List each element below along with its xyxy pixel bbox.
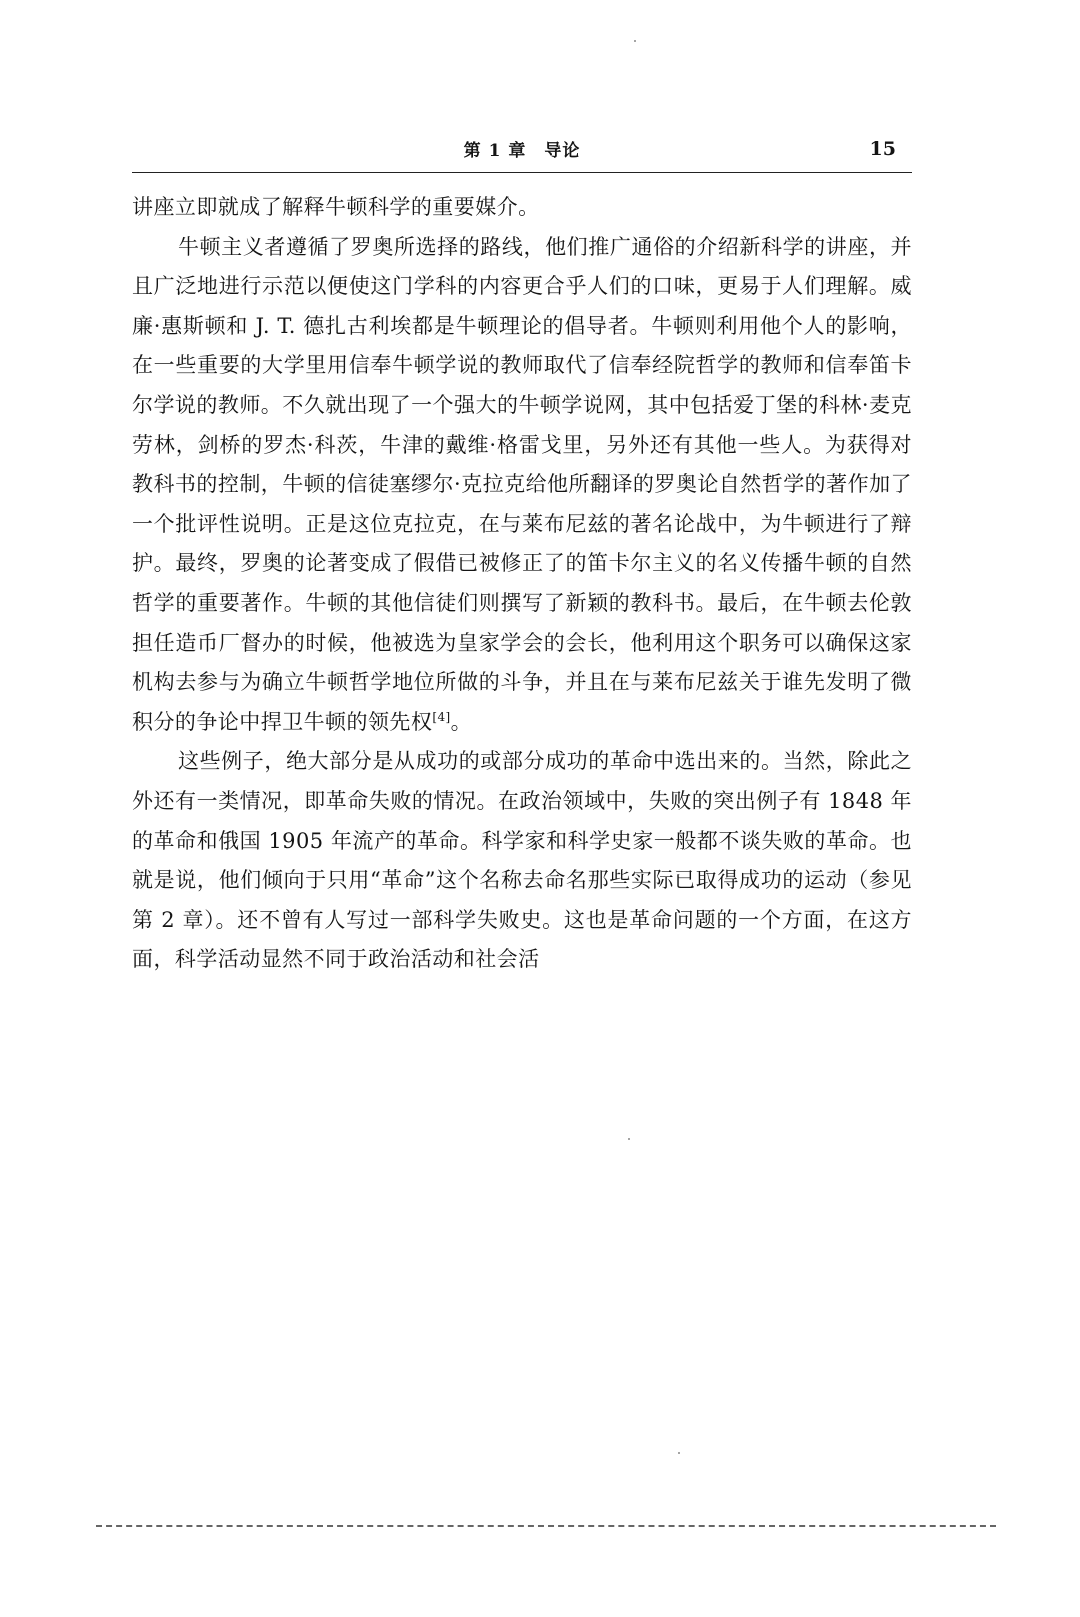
paragraph-1-text: 讲座立即就成了解释牛顿科学的重要媒介。 <box>132 195 540 219</box>
footnote-marker: [4] <box>432 709 451 724</box>
paragraph-3-text: 这些例子，绝大部分是从成功的或部分成功的革命中选出来的。当然，除此之外还有一类情况，即革命失败的情况。在政治领域中，失败的突出例子有 1848 年的革命和俄国 1905 年流产的革命。科学家和科学史家一般都不谈失败的革命。也就是说，他们倾向于只用“革命”这个名称去命名那些实际已取得成功的运动（参见第 2 章）。还不曾有人写过一部科学失败史。这也是革命问题的一个方面，在这方面，科学活动显然不同于政治活动和社会活 <box>132 749 912 972</box>
bottom-scan-rule <box>96 1525 996 1527</box>
paragraph-2 <box>132 228 912 743</box>
paragraph-1 <box>132 188 912 228</box>
chapter-title: 第 1 章 导论 <box>463 141 581 161</box>
scan-speck <box>678 1452 680 1454</box>
page-number: 15 <box>869 138 896 160</box>
header-rule <box>132 172 912 173</box>
paragraph-2-tail: 。 <box>450 709 473 734</box>
paragraph-2-text: 牛顿主义者遵循了罗奥所选择的路线，他们推广通俗的介绍新科学的讲座，并且广泛地进行示范以便使这门学科的内容更合乎人们的口味，更易于人们理解。威廉·惠斯顿和 J. T. 德扎古利埃都是牛顿理论的倡导者。牛顿则利用他个人的影响，在一些重要的大学里用信奉牛顿学说的教师取代了信奉经院哲学的教师和信奉笛卡尔学说的教师。不久就出现了一个强大的牛顿学说网，其中包括爱丁堡的科林·麦克劳林，剑桥的罗杰·科茨，牛津的戴维·格雷戈里，另外还有其他一些人。为获得对教科书的控制，牛顿的信徒塞缪尔·克拉克给他所翻译的罗奥论自然哲学的著作加了一个批评性说明。正是这位克拉克，在与莱布尼兹的著名论战中，为牛顿进行了辩护。最终，罗奥的论著变成了假借已被修正了的笛卡尔主义的名义传播牛顿的自然哲学的重要著作。牛顿的其他信徒们则撰写了新颖的教科书。最后，在牛顿去伦敦担任造币厂督办的时候，他被选为皇家学会的会长，他利用这个职务可以确保这家机构去参与为确立牛顿哲学地位所做的斗争，并且在与莱布尼兹关于谁先发明了微积分的争论中捍卫牛顿的领先权 <box>132 234 912 734</box>
running-head <box>132 130 912 170</box>
paragraph-3 <box>132 742 912 980</box>
scan-speck <box>634 40 636 42</box>
body-text <box>132 188 912 980</box>
scan-speck <box>628 1138 630 1140</box>
